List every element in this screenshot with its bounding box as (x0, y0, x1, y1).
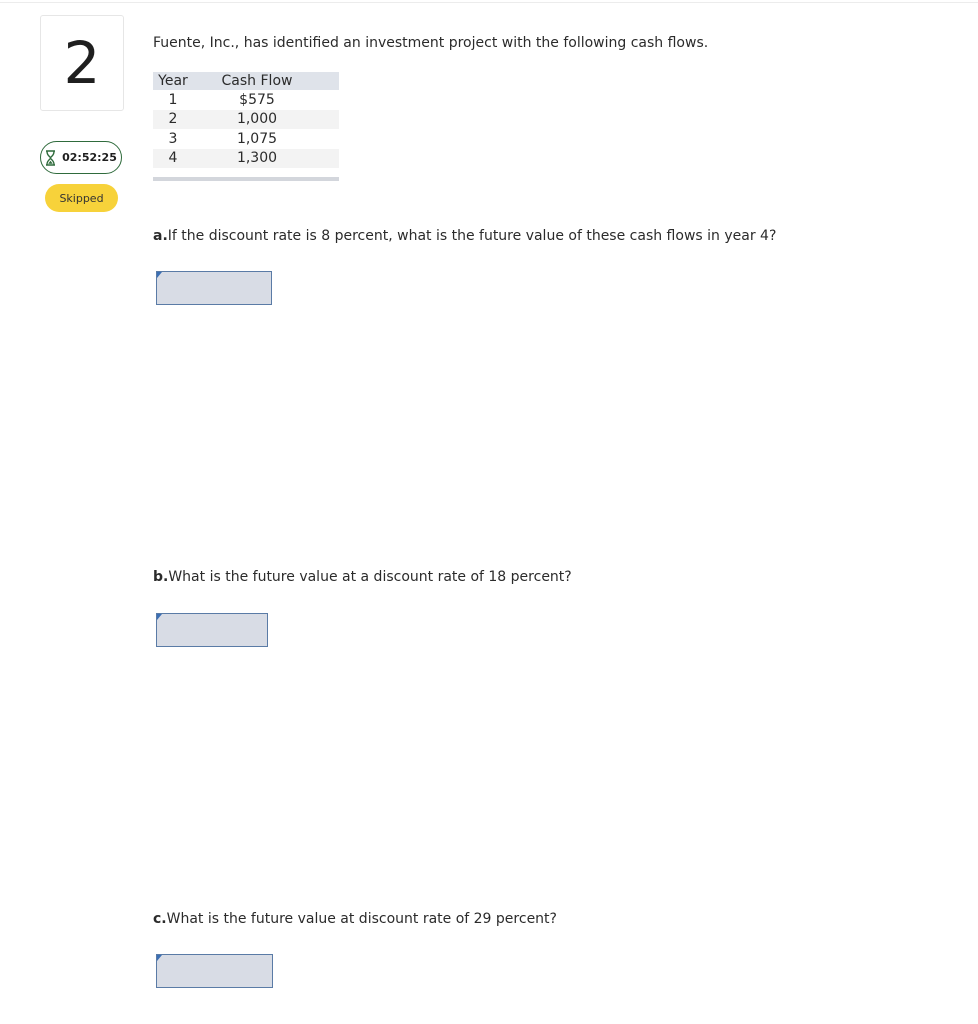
answer-input-b[interactable] (156, 613, 268, 647)
cell-year: 1 (168, 91, 178, 108)
answer-input-c[interactable] (156, 954, 273, 988)
column-header-year: Year (153, 72, 193, 90)
status-badge: Skipped (45, 184, 118, 212)
timer-badge (40, 141, 122, 174)
table-bottom-rule (153, 177, 339, 181)
cell-year: 4 (153, 149, 193, 169)
table-row (153, 110, 339, 130)
question-part-b (153, 569, 572, 585)
part-c-text: What is the future value at discount rate of 29 percent? (166, 911, 557, 927)
table-row (153, 149, 339, 169)
cell-cash-flow: 1,300 (193, 149, 339, 169)
part-b-label: b. (153, 569, 169, 585)
input-marker-c (157, 955, 162, 961)
question-part-a (153, 228, 776, 244)
input-marker-a (157, 272, 162, 278)
cell-cash-flow: 1,075 (236, 130, 278, 147)
table-header-row (153, 72, 339, 90)
question-intro: Fuente, Inc., has identified an investment project with the following cash flows. (153, 35, 709, 51)
input-marker-b (157, 614, 162, 620)
answer-input-a[interactable] (156, 271, 272, 305)
table-row (153, 90, 339, 110)
part-a-label: a. (153, 228, 168, 244)
column-header-cash-flow: Cash Flow (193, 72, 339, 90)
part-a-text: If the discount rate is 8 percent, what is the future value of these cash flows in year 4? (167, 228, 777, 244)
table-row (153, 129, 339, 149)
part-c-label: c. (153, 911, 167, 927)
hourglass-icon (45, 150, 56, 166)
cash-flow-table (153, 72, 339, 168)
cell-cash-flow: $575 (239, 91, 275, 108)
cell-year: 3 (168, 130, 178, 147)
cell-year: 2 (153, 110, 193, 130)
timer-text: 02:52:25 (62, 151, 117, 164)
question-number: 2 (40, 15, 124, 111)
cell-cash-flow: 1,000 (193, 110, 339, 130)
part-b-text: What is the future value at a discount rate of 18 percent? (168, 569, 572, 585)
top-divider (0, 2, 978, 3)
question-part-c (153, 911, 557, 927)
